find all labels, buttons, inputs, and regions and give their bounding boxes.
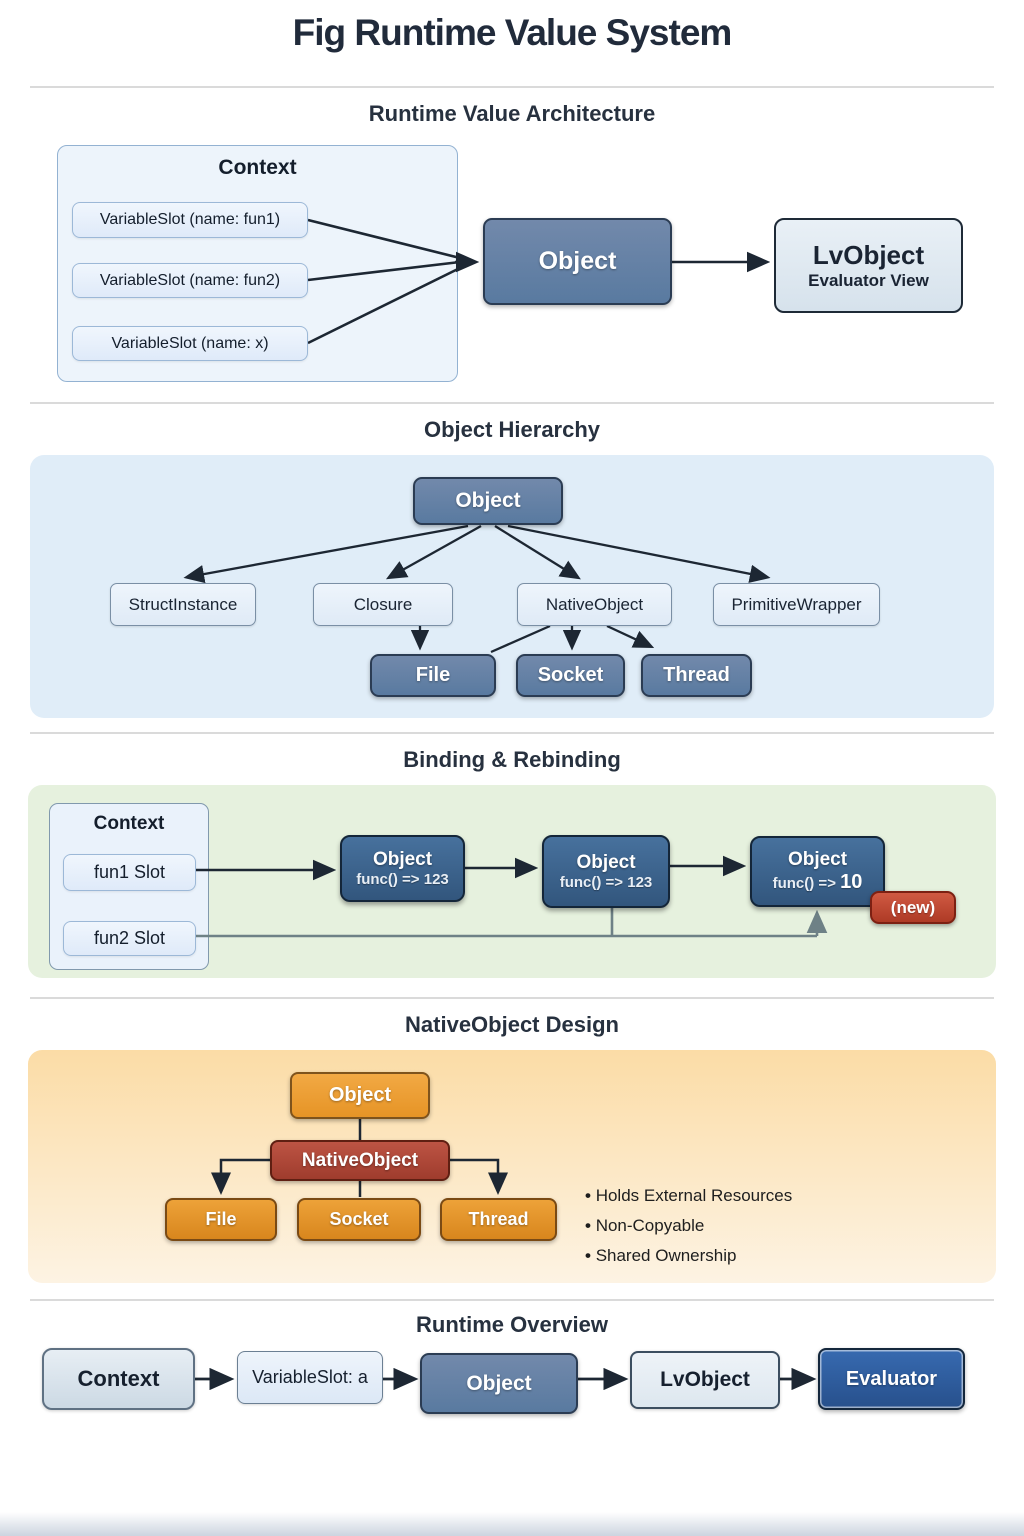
bullet-item: • Shared Ownership <box>585 1246 845 1266</box>
hierarchy-object-box: Object <box>413 477 563 525</box>
native-design-heading: NativeObject Design <box>405 1012 619 1037</box>
binding-object-1 <box>340 835 465 902</box>
object-title: Object <box>787 849 848 870</box>
bullet-item: • Non-Copyable <box>585 1216 845 1236</box>
architecture-context-label: Context <box>218 156 297 179</box>
design-file-box: File <box>165 1198 277 1241</box>
hierarchy-primitivewrapper-box: PrimitiveWrapper <box>713 583 880 626</box>
object-value: func() => 123 <box>559 874 653 891</box>
binding-object-3 <box>750 836 885 907</box>
architecture-object-box: Object <box>483 218 672 305</box>
object-value: func() => 123 <box>356 871 449 888</box>
new-badge: (new) <box>870 891 956 924</box>
design-socket-box: Socket <box>297 1198 421 1241</box>
design-thread-box: Thread <box>440 1198 557 1241</box>
object-title: Object <box>372 849 433 870</box>
fun2-slot-box: fun2 Slot <box>63 921 196 956</box>
overview-heading: Runtime Overview <box>416 1312 608 1337</box>
overview-context-box: Context <box>42 1348 195 1410</box>
overview-object-box: Object <box>420 1353 578 1414</box>
design-bullet-list <box>585 1186 845 1276</box>
variableslot-fun2: VariableSlot (name: fun2) <box>72 263 308 298</box>
page-title: Fig Runtime Value System <box>292 12 732 53</box>
fun1-slot-box: fun1 Slot <box>63 854 196 891</box>
binding-object-2 <box>542 835 670 908</box>
hierarchy-heading: Object Hierarchy <box>423 417 601 442</box>
variableslot-x: VariableSlot (name: x) <box>72 326 308 361</box>
overview-lvobject-box: LvObject <box>630 1351 780 1409</box>
object-value: func() => 10 <box>772 871 863 893</box>
hierarchy-nativeobject-box: NativeObject <box>517 583 672 626</box>
hierarchy-structinstance-box: StructInstance <box>110 583 256 626</box>
architecture-heading: Runtime Value Architecture <box>368 101 656 126</box>
bullet-item: • Holds External Resources <box>585 1186 845 1206</box>
design-nativeobject-box: NativeObject <box>270 1140 450 1181</box>
hierarchy-closure-box: Closure <box>313 583 453 626</box>
hierarchy-file-box: File <box>370 654 496 697</box>
variableslot-fun1: VariableSlot (name: fun1) <box>72 202 308 238</box>
object-title: Object <box>576 852 636 873</box>
architecture-lvobject-box <box>774 218 963 313</box>
hierarchy-socket-box: Socket <box>516 654 625 697</box>
design-object-box: Object <box>290 1072 430 1119</box>
object-value-strong: 10 <box>840 871 863 893</box>
binding-heading: Binding & Rebinding <box>403 747 621 772</box>
lvobject-title: LvObject <box>812 240 925 270</box>
overview-evaluator-box: Evaluator <box>818 1348 965 1410</box>
binding-context-label: Context <box>93 813 165 834</box>
hierarchy-thread-box: Thread <box>641 654 752 697</box>
overview-variableslot-box: VariableSlot: a <box>237 1351 383 1404</box>
lvobject-subtitle: Evaluator View <box>808 271 929 290</box>
